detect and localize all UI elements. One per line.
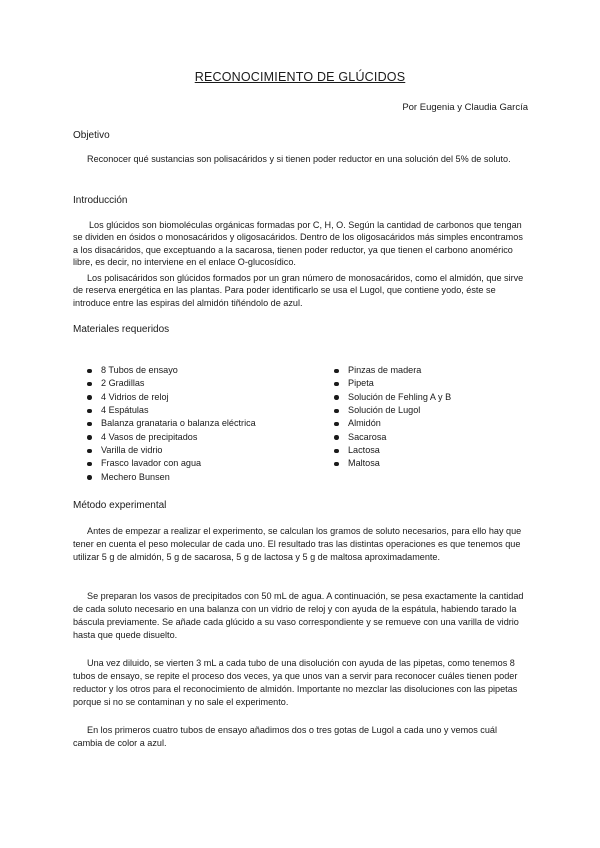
list-item: Mechero Bunsen (86, 471, 256, 484)
metodo-paragraph-2: Se preparan los vasos de precipitados con 50 mL de agua. A continuación, se pesa exactamente la cantidad de cada soluto necesario en una balanza con un vidrio de reloj y con ayuda de la espátula, habiendo tarado la báscula previamente. Se añade cada glúcido a su vaso correspondiente y se remueve con una varilla de vidrio hasta que quede disuelto. (73, 591, 524, 641)
document-author: Por Eugenia y Claudia García (402, 102, 528, 113)
metodo-paragraph-4: En los primeros cuatro tubos de ensayo añadimos dos o tres gotas de Lugol a cada uno y vemos cuál cambia de color a azul. (73, 725, 497, 749)
section-heading-metodo: Método experimental (73, 500, 167, 511)
list-item: Sacarosa (333, 431, 451, 444)
list-item: Pinzas de madera (333, 364, 451, 377)
materials-list-right (333, 364, 451, 471)
objetivo-paragraph: Reconocer qué sustancias son polisacáridos y si tienen poder reductor en una solución del 5% de soluto. (87, 154, 511, 164)
metodo-paragraph-3: Una vez diluido, se vierten 3 mL a cada tubo de una disolución con ayuda de las pipetas, como tenemos 8 tubos de ensayo, se repite el proceso dos veces, ya que unos van a servir para reconocer cuáles tienen poder reductor y los otros para el reconocimiento de almidón. Importante no mezclar las disoluciones con las pipetas porque si no se contaminan y no sale el experimento. (73, 658, 518, 708)
list-item: Maltosa (333, 457, 451, 470)
list-item: Varilla de vidrio (86, 444, 256, 457)
list-item: Balanza granataria o balanza eléctrica (86, 417, 256, 430)
list-item: 4 Espátulas (86, 404, 256, 417)
metodo-paragraph-1: Antes de empezar a realizar el experimento, se calculan los gramos de soluto necesarios, para ello hay que tener en cuenta el peso molecular de cada uno. El resultado tras las distintas operaciones es que tenemos que utilizar 5 g de almidón, 5 g de sacarosa, 5 g de lactosa y 5 g de maltosa aproximadamente. (73, 526, 522, 563)
section-heading-introduccion: Introducción (73, 195, 128, 206)
list-item: 8 Tubos de ensayo (86, 364, 256, 377)
list-item: 2 Gradillas (86, 377, 256, 390)
list-item: Solución de Fehling A y B (333, 391, 451, 404)
list-item: Pipeta (333, 377, 451, 390)
list-item: 4 Vidrios de reloj (86, 391, 256, 404)
materials-list-left (86, 364, 256, 484)
list-item: Frasco lavador con agua (86, 457, 256, 470)
introduccion-paragraph-1: Los glúcidos son biomoléculas orgánicas formadas por C, H, O. Según la cantidad de carbonos que tengan se dividen en ósidos o monosacáridos y oligosacáridos. Dentro de los oligosacáridos más simples encontramos a los disacáridos, que exceptuando a la sacarosa, tienen poder reductor, ya que tienen el carbono anomérico libre, es decir, no interviene en el enlace O-glucosídico. (73, 220, 523, 268)
list-item: Lactosa (333, 444, 451, 457)
section-heading-objetivo: Objetivo (73, 130, 110, 141)
introduccion-paragraph-2: Los polisacáridos son glúcidos formados por un gran número de monosacáridos, como el almidón, que sirve de reserva energética en las plantas. Para poder identificarlo se usa el Lugol, que contiene yodo, éste se introduce entre las espiras del almidón tiñéndolo de azul. (73, 273, 524, 308)
document-title: RECONOCIMIENTO DE GLÚCIDOS (194, 70, 406, 84)
list-item: Solución de Lugol (333, 404, 451, 417)
list-item: 4 Vasos de precipitados (86, 431, 256, 444)
section-heading-materiales: Materiales requeridos (73, 324, 170, 335)
list-item: Almidón (333, 417, 451, 430)
